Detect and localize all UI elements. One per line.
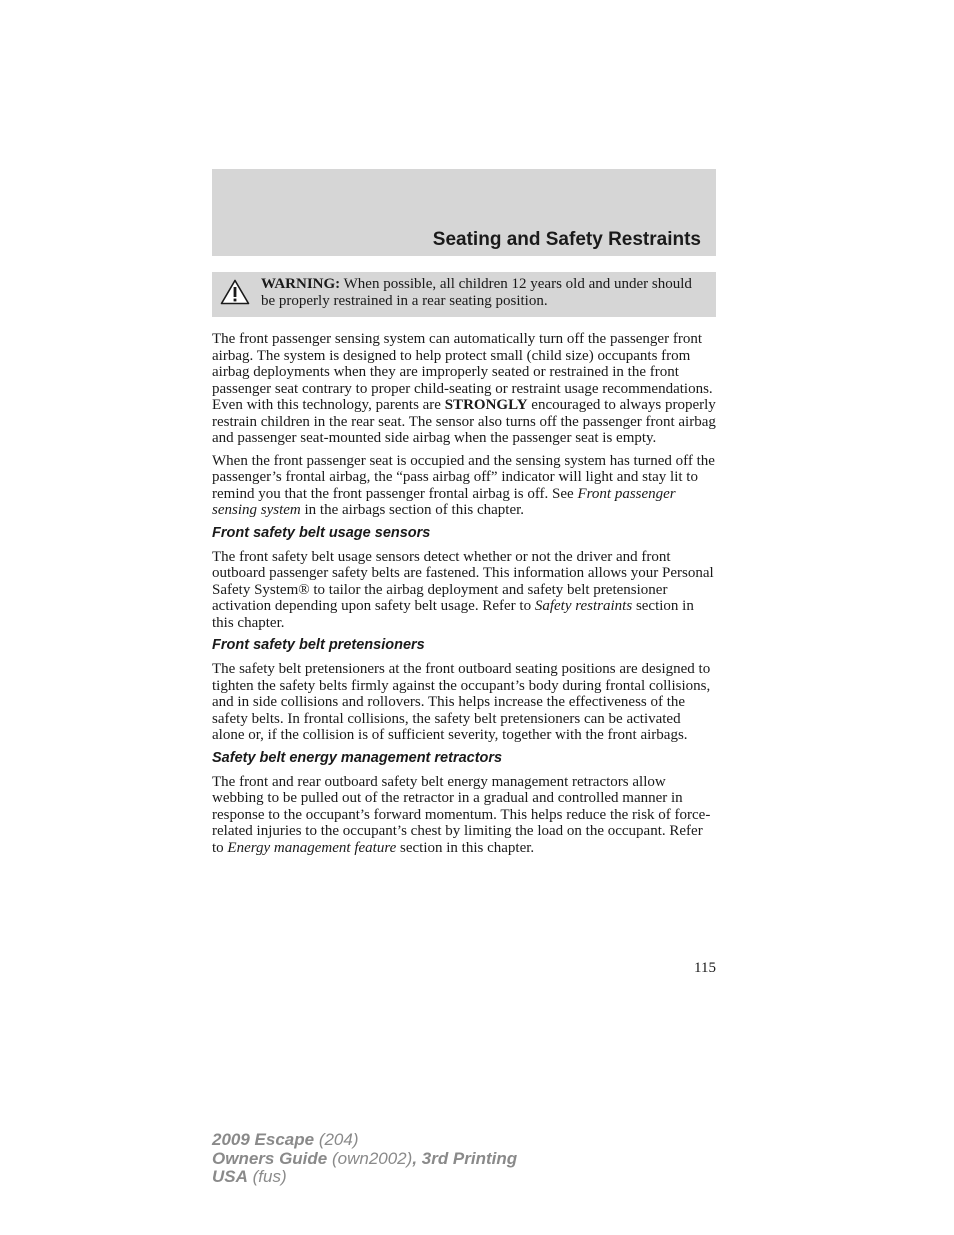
- cross-reference: Safety restraints: [534, 598, 633, 614]
- text-run: (own2002): [327, 1148, 413, 1168]
- footer-imprint: [212, 1131, 517, 1187]
- text-run: in the airbags section of this chapter.: [300, 502, 525, 518]
- warning-message: When possible, all children 12 years old and under should be properly restrained in a rear seating position.: [261, 276, 692, 309]
- heading-energy-retractors: Safety belt energy management retractors: [212, 749, 503, 766]
- heading-pretensioners: Front safety belt pretensioners: [212, 637, 425, 653]
- heading-usage-sensors: Front safety belt usage sensors: [212, 524, 431, 541]
- warning-text: [261, 276, 701, 309]
- footer-line-3: [212, 1168, 517, 1187]
- cross-reference: Energy management feature: [227, 839, 397, 856]
- page-number: 115: [694, 960, 716, 976]
- text-run: (204): [314, 1130, 359, 1149]
- text-run: encouraged to always properly restrain children in the rear seat. The sensor also turns off the passenger front airbag and passenger seat-mounted side airbag when the passenger seat is empty.: [212, 397, 716, 446]
- text-run: When the front passenger seat is occupied and the sensing system has turned off the passenger’s frontal airbag, the “pass airbag off” indicator will light and stay lit to remind you that the front passenger frontal airbag is off. See: [212, 452, 715, 502]
- warning-label: WARNING:: [261, 276, 341, 292]
- text-run: section in this chapter.: [396, 839, 535, 856]
- paragraph-pass-airbag-off: [212, 453, 716, 519]
- text-run: The front safety belt usage sensors detect whether or not the driver and front outboard passenger safety belts are fastened. This information allows your Personal Safety System® to tailor the airbag deployment and safety belt pretensioner activation depending upon safety belt usage. Refer to: [212, 548, 714, 614]
- paragraph-energy-retractors: [212, 774, 716, 857]
- footer-line-1: [212, 1131, 517, 1150]
- emphasis-strongly: STRONGLY: [444, 397, 528, 413]
- paragraph-pretensioners: The safety belt pretensioners at the front outboard seating positions are designed to tighten the safety belts firmly against the occupant’s body during frontal collisions, and in side collisions and rollovers. This helps increase the effectiveness of the safety belts. In frontal collisions, the safety belt pretensioners can be activated alone or, if the collision is of sufficient severity, together with the front airbags.: [212, 661, 711, 743]
- footer-line-2: [212, 1150, 517, 1169]
- paragraph-usage-sensors: [212, 549, 716, 632]
- text-run: The front passenger sensing system can automatically turn off the passenger front airbag. The system is designed to help protect small (child size) occupants from airbag deployments when they are improperly seated or restrained in the front passenger seat contrary to proper child-seating or restraint usage recommendations. Even with this technology, parents are: [212, 331, 713, 413]
- text-run: section in this chapter.: [212, 598, 694, 631]
- section-title: Seating and Safety Restraints: [432, 229, 701, 250]
- warning-triangle-icon: [220, 279, 250, 305]
- text-run: 2009 Escape: [212, 1130, 315, 1149]
- page-content: [212, 331, 716, 862]
- text-run: , 3rd Printing: [412, 1148, 518, 1168]
- paragraph-sensing-system: [212, 331, 716, 447]
- text-run: (fus): [247, 1167, 287, 1186]
- warning-box: [212, 272, 716, 317]
- cross-reference: Front passenger sensing system: [212, 485, 676, 518]
- section-header-band: [212, 169, 716, 256]
- text-run: The front and rear outboard safety belt energy management retractors allow webbing to be pulled out of the retractor in a gradual and controlled manner in response to the occupant’s forward momentum. This helps reduce the risk of force-related injuries to the occupant’s chest by limiting the load on the occupant. Refer to: [212, 773, 711, 856]
- text-run: Owners Guide: [212, 1148, 328, 1168]
- text-run: USA: [212, 1167, 248, 1186]
